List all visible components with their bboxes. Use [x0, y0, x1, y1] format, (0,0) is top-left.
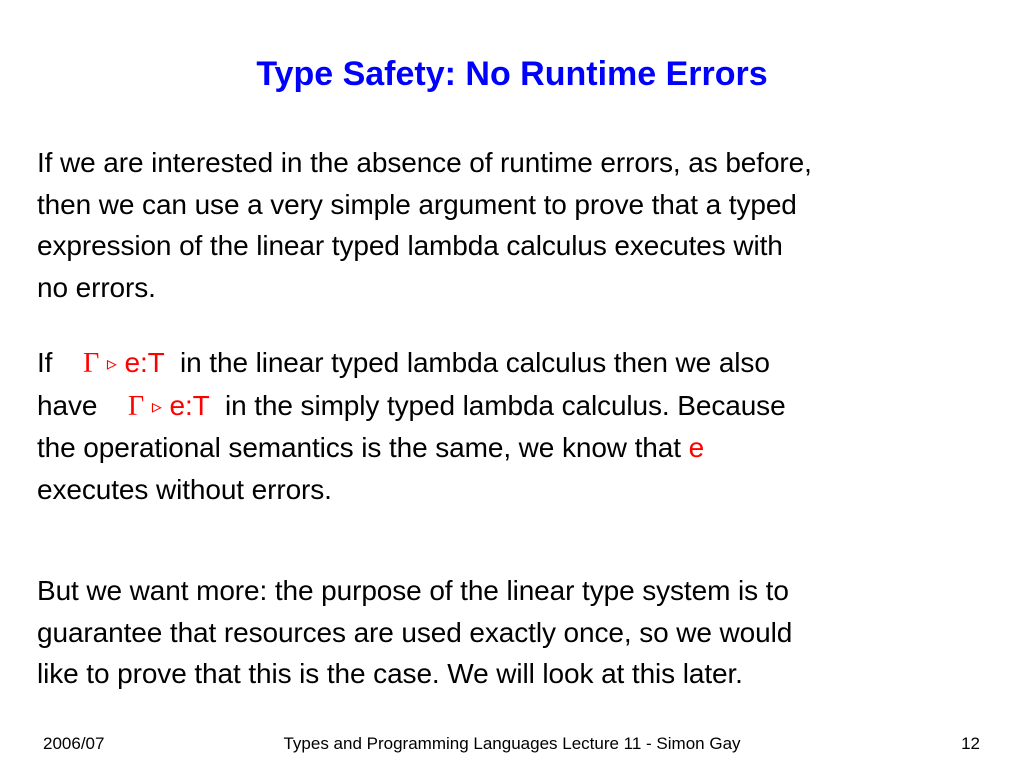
paragraph-line: executes without errors.: [37, 473, 332, 505]
line-text: in the linear typed lambda calculus then we also: [180, 347, 770, 378]
slide-title: Type Safety: No Runtime Errors: [256, 55, 768, 93]
paragraph-line: then we can use a very simple argument to prove that a typed: [37, 188, 797, 220]
paragraph-judgement: [37, 342, 997, 510]
footer-date: 2006/07: [43, 734, 105, 753]
word-if: If: [37, 347, 53, 378]
footer-page-number: 12: [961, 734, 980, 753]
footer-title: Types and Programming Languages Lecture 11 - Simon Gay: [283, 734, 741, 753]
turnstile-icon: ▹: [106, 351, 117, 375]
paragraph-outlook: [37, 570, 997, 695]
paragraph-line: expression of the linear typed lambda calculus executes with: [37, 230, 783, 261]
paragraph-intro: [37, 142, 997, 308]
paragraph-line: guarantee that resources are used exactly once, so we would: [37, 616, 793, 648]
typing-judgement-term: e:T: [124, 347, 165, 378]
turnstile-icon: ▹: [151, 393, 162, 418]
paragraph-line: no errors.: [37, 271, 156, 303]
line-text: the operational semantics is the same, we know that: [37, 432, 681, 463]
paragraph-line: But we want more: the purpose of the linear type system is to: [37, 575, 789, 606]
gamma-symbol: Γ: [83, 348, 100, 379]
highlighted-term: e: [688, 432, 705, 463]
paragraph-line: [37, 427, 997, 469]
paragraph-line: like to prove that this is the case. We will look at this later.: [37, 658, 743, 689]
line-text: in the simply typed lambda calculus. Because: [224, 389, 786, 421]
word-have: have: [37, 389, 98, 421]
paragraph-line: [37, 385, 997, 428]
paragraph-line: [37, 342, 997, 385]
gamma-symbol: Γ: [128, 390, 145, 422]
paragraph-line: If we are interested in the absence of runtime errors, as before,: [37, 147, 812, 178]
typing-judgement-term: e:T: [169, 389, 210, 421]
